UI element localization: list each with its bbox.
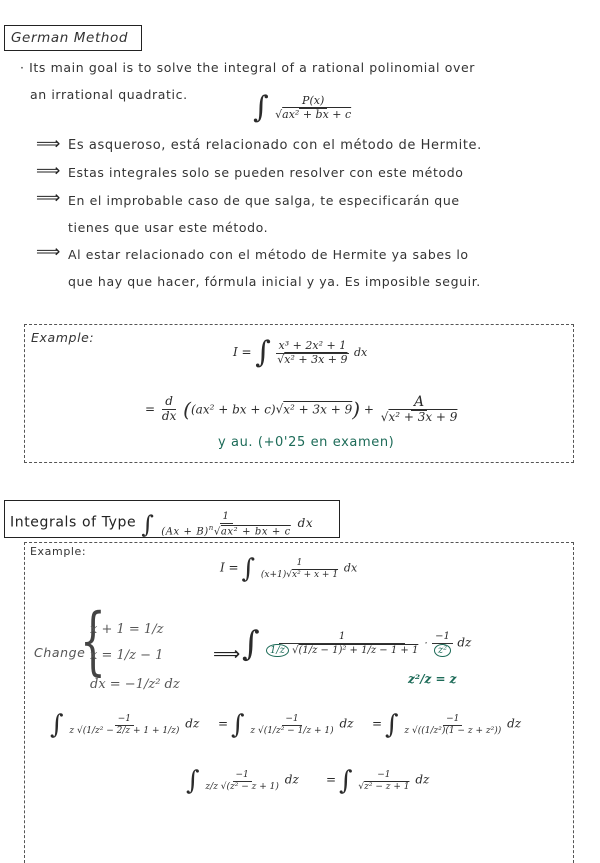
bullet-arrow-3: ⟹ [36, 188, 61, 208]
circled-one-over-z: 1/z [266, 644, 289, 658]
example-2-dx: dx [343, 561, 358, 575]
step-2-fraction [247, 714, 336, 736]
example-2-numerator: 1 [294, 558, 306, 569]
bullet-text-2: Estas integrales solo se pueden resolver con este método [68, 165, 464, 180]
example-1-label: Example: [31, 330, 95, 345]
hermite-a-den: √x² + 3x + 9 [380, 410, 458, 425]
multiplier-numerator: −1 [432, 631, 453, 644]
hermite-a: A [411, 394, 427, 411]
integral-sign: ∫ [242, 624, 260, 664]
integral-sign: ∫ [338, 766, 353, 796]
bullet-arrow-1: ⟹ [36, 134, 61, 154]
step-3-fraction [401, 714, 504, 736]
substituted-numerator: 1 [279, 631, 405, 644]
integral-sign: ∫ [384, 710, 399, 740]
substituted-radicand: (1/z − 1)² + 1/z − 1 + 1 [298, 644, 419, 656]
hermite-root: x² + 3x + 9 [283, 402, 353, 417]
step-1-fraction [66, 714, 182, 736]
step-3-dz: dz [507, 716, 522, 731]
integrals-type-title-box [4, 500, 340, 538]
type-exponent: n [208, 523, 214, 532]
step-5-numerator: −1 [374, 770, 393, 781]
example-1-integral [233, 335, 368, 370]
hermite-a-fraction [378, 394, 461, 425]
german-formula [253, 90, 354, 125]
step-5-fraction [355, 770, 412, 792]
integrals-type-formula [141, 510, 314, 539]
simplification-step-2 [218, 712, 353, 738]
type-numerator: 1 [220, 511, 233, 524]
integrals-type-title [10, 511, 313, 537]
example-1-denominator: √x² + 3x + 9 [277, 352, 348, 366]
derivative-d: d [162, 395, 176, 410]
integral-sign: ∫ [253, 90, 269, 125]
derivative-operator [159, 395, 179, 424]
hermite-eq: = [145, 401, 156, 416]
step-3-numerator: −1 [443, 714, 462, 725]
step-4-dz: dz [284, 772, 299, 787]
example-1-fraction [274, 340, 350, 366]
step-4-numerator: −1 [233, 770, 252, 781]
open-paren: ( [183, 397, 191, 422]
step-2-denominator: z √(1/z² − 1/z + 1) [250, 725, 334, 736]
integral-sign: ∫ [141, 510, 155, 539]
change-brace: { [80, 598, 106, 684]
simplification-step-4 [186, 768, 299, 794]
formula-denominator: √ax² + bx + c [275, 107, 352, 121]
example-2-lhs: I = [220, 560, 239, 575]
bullet-text-4: Al estar relacionado con el método de Hermite ya sabes lo [68, 247, 469, 262]
substituted-integral [242, 624, 472, 664]
step-4-fraction [202, 770, 281, 792]
change-row-1: x + 1 = 1/z [90, 622, 164, 637]
example-1-radicand: x² + 3x + 9 [284, 352, 348, 366]
integral-sign: ∫ [186, 766, 200, 796]
type-denominator: $(Ax + B)^n√ax^2$ + bx + c [161, 523, 291, 537]
change-label: Change [34, 645, 86, 660]
step-1-numerator: −1 [115, 714, 134, 725]
derivative-dx: dx [161, 408, 177, 423]
goal-line-2: an irrational quadratic. [30, 87, 188, 102]
example-2-radicand: x² + x + 1 [292, 569, 339, 580]
substitution-arrow: ⟹ [213, 643, 241, 665]
simplification-step-5 [326, 768, 429, 794]
step-1-denominator: z √(1/z² − 2/z + 1 + 1/z) [69, 725, 180, 736]
example-2-linear: (x+1) [260, 569, 287, 580]
step-5-radicand: z² − z + 1 [364, 781, 410, 792]
bullet-text-3: En el improbable caso de que salga, te especificarán que [68, 193, 460, 208]
simplification-step-1 [50, 712, 199, 738]
integral-sign: ∫ [241, 554, 256, 584]
substituted-denominator: 1/z √(1/z − 1)² + 1/z − 1 + 1 [263, 644, 421, 658]
integrals-type-fraction [158, 511, 294, 537]
integral-sign: ∫ [50, 710, 64, 740]
example-1-dx: dx [354, 346, 368, 359]
change-row-2: x = 1/z − 1 [90, 648, 164, 663]
type-dx: dx [297, 515, 314, 530]
example-2-label: Example: [30, 545, 87, 558]
step-5-dz: dz [415, 772, 430, 787]
german-method-title: German Method [11, 30, 129, 46]
type-radicand: ax² + bx + c [220, 525, 291, 537]
hermite-a-radicand: x² + 3x + 9 [388, 410, 458, 425]
step-2-dz: dz [339, 716, 354, 731]
bullet-text-3b: tienes que usar este método. [68, 220, 269, 235]
close-paren: ) [352, 397, 361, 422]
example-2-integral [220, 556, 357, 582]
example-2-denominator: (x+1)√x² + x + 1 [260, 569, 339, 580]
simplification-note: z²/z = z [408, 672, 457, 686]
step-3-eq: = [372, 716, 383, 731]
example-1-lhs: I = [233, 345, 252, 359]
bullet-text-4b: que hay que hacer, fórmula inicial y ya. Es imposible seguir. [68, 274, 481, 289]
step-5-eq: = [326, 772, 337, 787]
hermite-plus: + [363, 402, 374, 417]
substituted-fraction [263, 631, 421, 657]
formula-numerator: P(x) [299, 95, 327, 109]
example-2-fraction [258, 558, 341, 580]
step-4-denominator: z/z √(z² − z + 1) [205, 781, 279, 792]
goal-line-1: · Its main goal is to solve the integral of a rational polinomial over [20, 60, 475, 75]
step-2-eq: = [218, 716, 229, 731]
substituted-dz: dz [457, 635, 472, 650]
bullet-arrow-2: ⟹ [36, 161, 61, 181]
bullet-text-1: Es asqueroso, está relacionado con el método de Hermite. [68, 138, 482, 153]
multiply-dot: · [424, 638, 428, 650]
multiplier-denominator [431, 644, 454, 658]
example-1-hermite: = $\frac{d}{dx}$ ((ax² + bx + c)√x² + 3x + 9) + $\frac{A}{\text{√x² + 3x + 9}}$ [145, 394, 460, 425]
circled-z-squared: z² [434, 644, 451, 658]
german-formula-fraction [272, 95, 354, 121]
example-1-numerator: x³ + 2x² + 1 [276, 340, 350, 354]
simplification-step-3 [372, 712, 521, 738]
example-2-box [24, 542, 574, 863]
integrals-type-text: Integrals of Type [10, 514, 137, 531]
step-3-denominator: z √((1/z²)(1 − z + z²)) [404, 725, 502, 736]
bullet-arrow-4: ⟹ [36, 242, 61, 262]
step-5-denominator: √z² − z + 1 [358, 781, 410, 792]
change-row-3: dx = −1/z² dz [90, 677, 180, 692]
example-1-note: y au. (+0'25 en examen) [218, 435, 395, 450]
type-linear-factor: (Ax + B) [161, 525, 209, 537]
formula-radicand: ax² + bx + c [282, 107, 352, 121]
multiplier-fraction [431, 631, 454, 657]
hermite-polynomial: (ax² + bx + c) [190, 402, 276, 417]
step-2-numerator: −1 [282, 714, 301, 725]
integral-sign: ∫ [230, 710, 245, 740]
german-method-title-box [4, 25, 142, 51]
integral-sign: ∫ [255, 335, 271, 370]
step-1-dz: dz [185, 716, 200, 731]
